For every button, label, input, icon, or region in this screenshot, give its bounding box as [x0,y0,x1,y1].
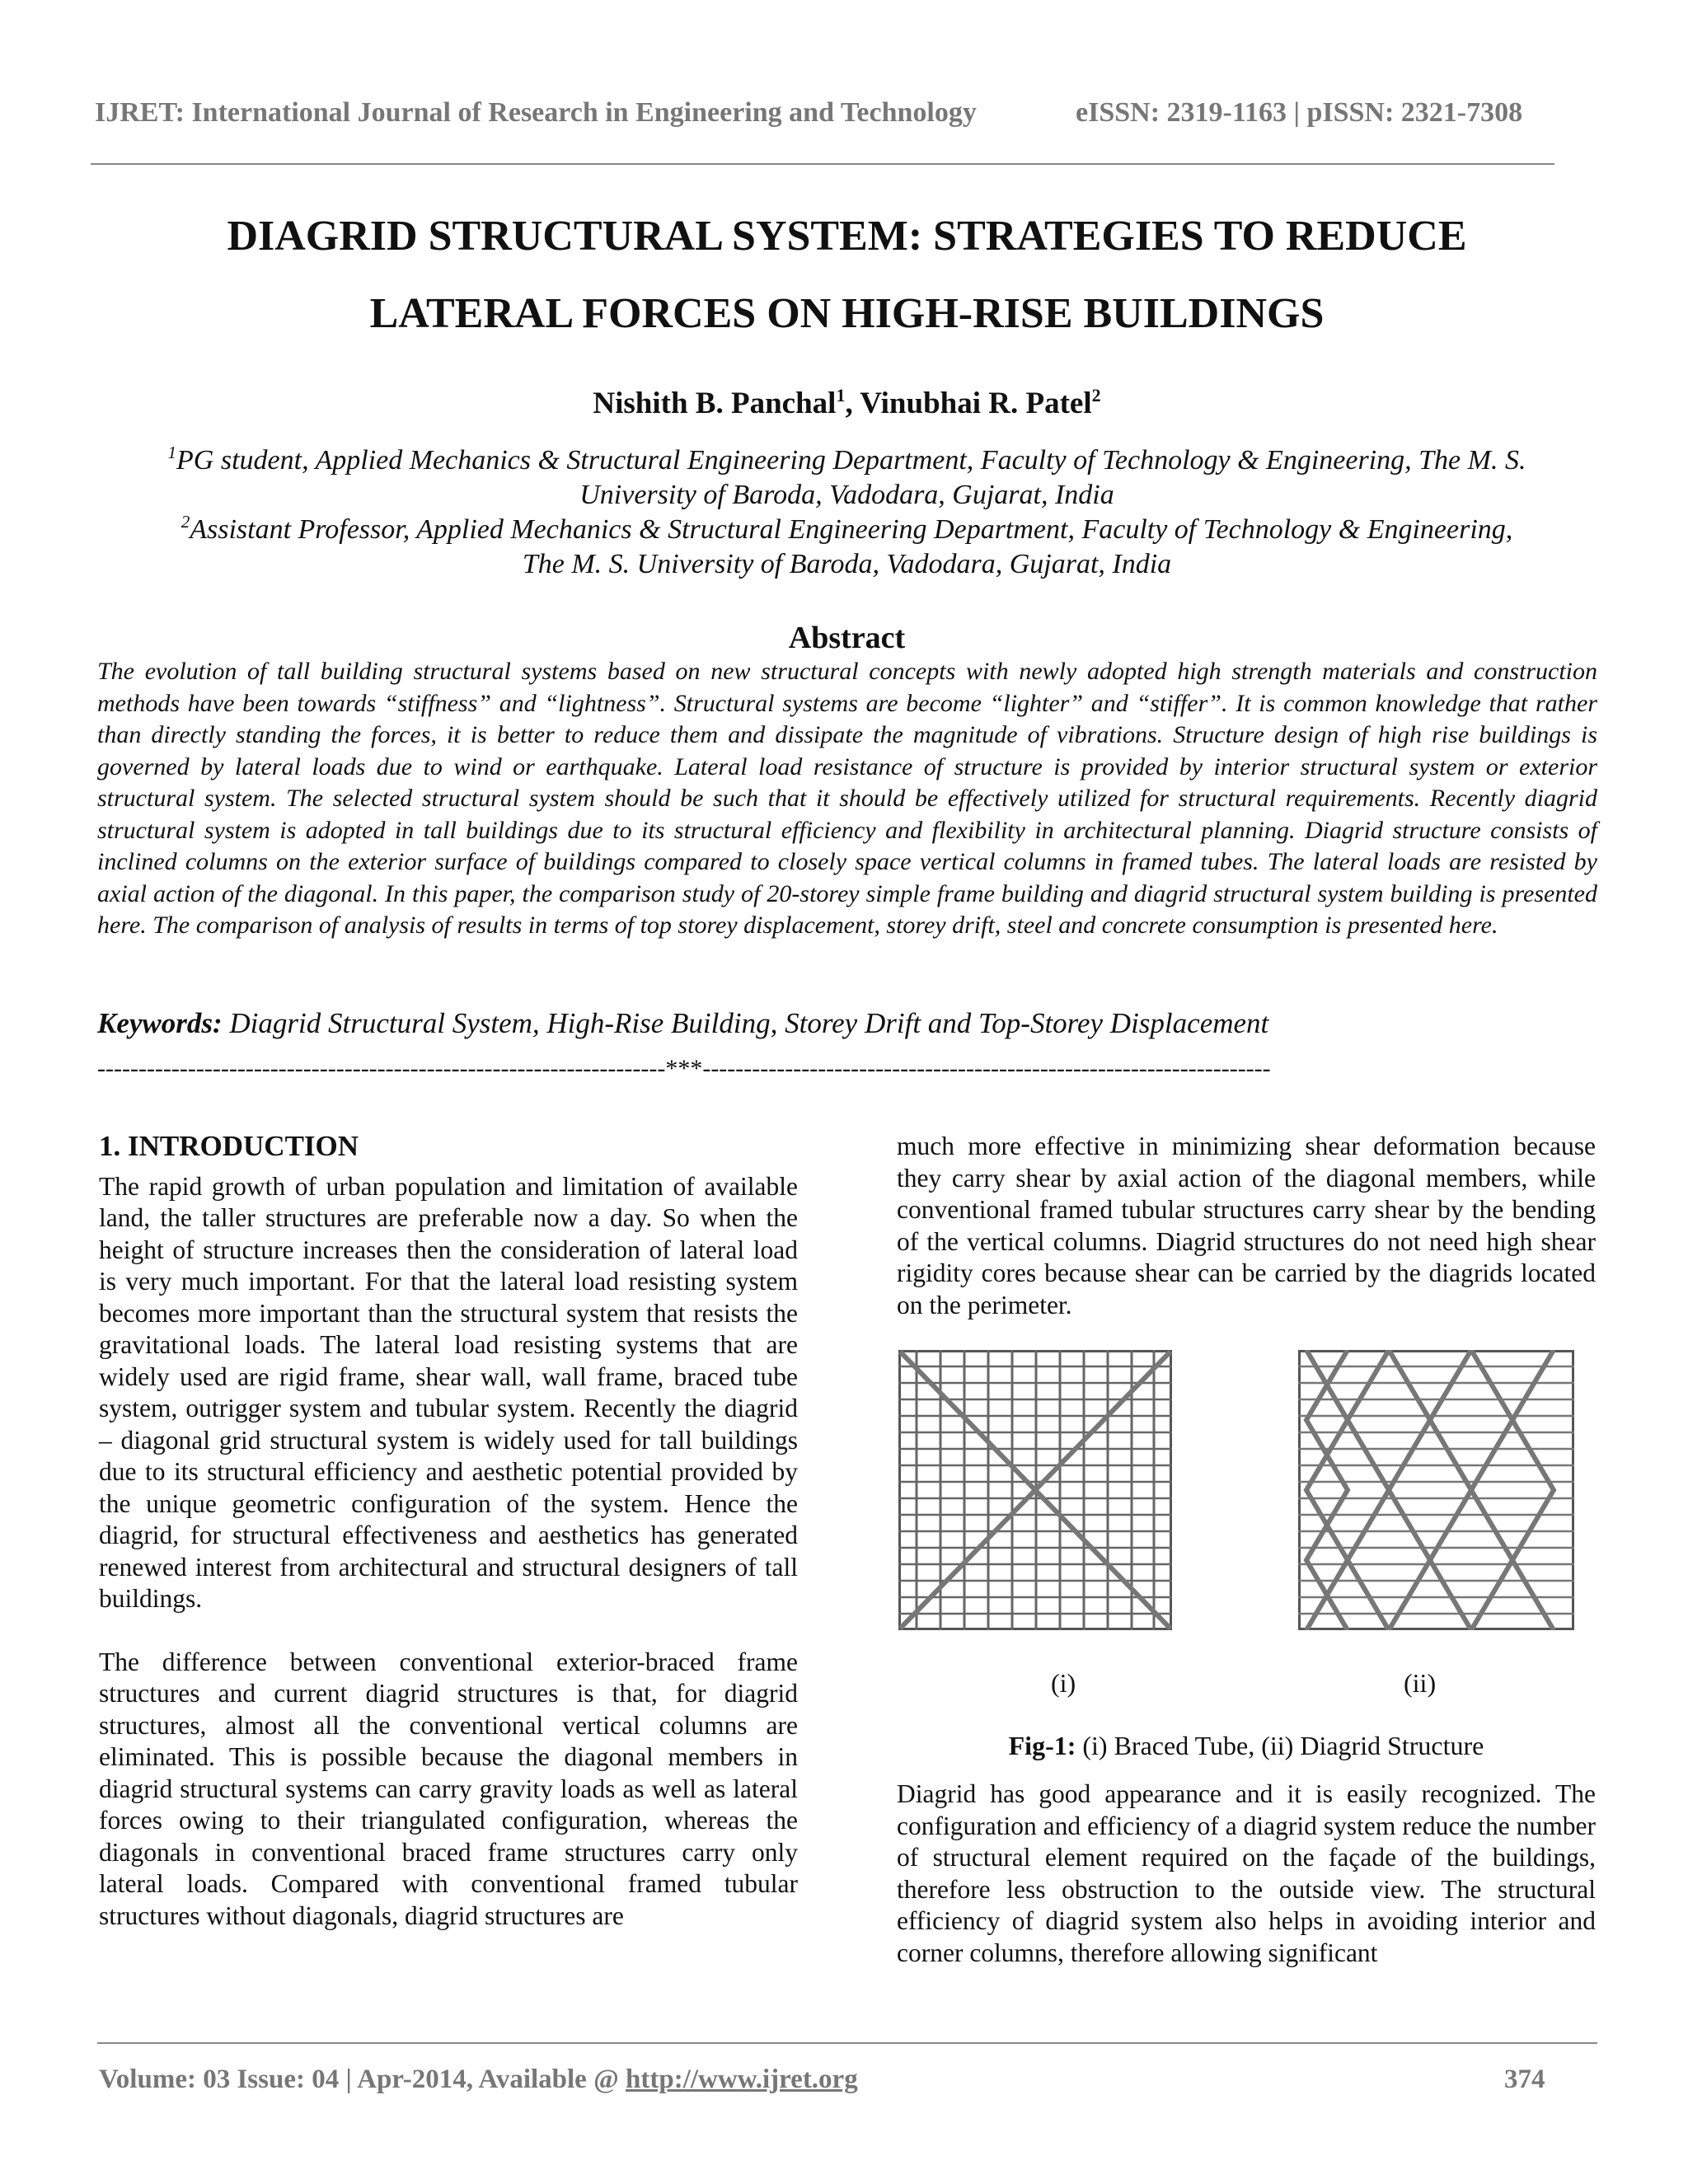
journal-name: IJRET: International Journal of Research in Engineering and Technology [95,97,977,128]
page-number: 374 [1504,2064,1545,2094]
left-column [99,1131,798,1932]
affiliation-2-line-1 [99,513,1595,547]
footer-rule [97,2042,1597,2044]
author-1: Nishith B. Panchal [593,387,837,420]
keywords-label: Keywords: [97,1007,223,1039]
figure-caption [897,1731,1596,1761]
section-heading-introduction: 1. INTRODUCTION [99,1130,359,1162]
intro-paragraph-3: much more effective in minimizing shear deformation because they carry shear by axial action of the diagonal members, while conventional framed tubular structures carry shear by the bending of the vertical columns. Diagrid structures do not need high shear rigidity cores because shear can be carried by the diagrids located on the perimeter. [897,1132,1596,1319]
journal-link[interactable]: http://www.ijret.org [626,2064,858,2094]
affiliation-2-sup: 2 [181,512,190,532]
affiliation-1-text: PG student, Applied Mechanics & Structural Engineering Department, Faculty of Technology & Engineering, The M. S. [176,445,1526,476]
affiliation-2-text: Assistant Professor, Applied Mechanics & Structural Engineering Department, Faculty of Technology & Engineering, [190,514,1513,545]
intro-paragraph-4: Diagrid has good appearance and it is easily recognized. The configuration and efficiency of a diagrid system reduce the number of structural element required on the façade of the buildings, therefore less obstruction to the outside view. The structural efficiency of diagrid system also helps in avoiding interior and corner columns, therefore allowing significant [897,1779,1596,1967]
header-rule [91,163,1554,165]
intro-paragraph-1: The rapid growth of urban population and limitation of available land, the taller structures are preferable now a day. So when the height of structure increases then the consideration of lateral load is very much important. For that the lateral load resisting system becomes more important than the structural system that resists the gravitational loads. The lateral load resisting systems that are widely used are rigid frame, shear wall, wall frame, braced tube system, outrigger system and tubular system. Recently the diagrid – diagonal grid structural system is widely used for tall buildings due to its structural efficiency and aesthetic potential provided by the unique geometric configuration of the system. Hence the diagrid, for structural effectiveness and aesthetics has generated renewed interest from architectural and structural designers of tall buildings. [99,1171,798,1613]
title-line-1: DIAGRID STRUCTURAL SYSTEM: STRATEGIES TO REDUCE [227,213,1467,260]
author-2: Vinubhai R. Patel [860,387,1092,420]
affiliation-1-line-2: University of Baroda, Vadodara, Gujarat, India [579,480,1114,510]
abstract-heading: Abstract [788,621,906,655]
issn: eISSN: 2319-1163 | pISSN: 2321-7308 [1076,97,1523,128]
running-footer [99,2064,1550,2095]
figure-diagrid-structure [1298,1350,1574,1630]
intro-paragraph-2: The difference between conventional exterior-braced frame structures and current diagrid structures is that, for diagrid structures, almost all the conventional vertical columns are eliminated. This is possible because the diagonal members in diagrid structural systems can carry gravity loads as well as lateral forces owing to their triangulated configuration, whereas the diagonals in conventional braced frame structures carry only lateral loads. Compared with conventional framed tubular structures without diagonals, diagrid structures are [99,1647,798,1930]
keywords [97,1007,1597,1040]
figure-label-i: (i) [1051,1668,1076,1698]
title-line-2: LATERAL FORCES ON HIGH-RISE BUILDINGS [369,290,1325,337]
affiliation-1-sup: 1 [167,443,177,462]
figure-braced-tube [898,1350,1172,1630]
affiliation-2-line-2: The M. S. University of Baroda, Vadodara, Gujarat, India [522,549,1172,579]
affiliations [99,443,1595,582]
keywords-text: Diagrid Structural System, High-Rise Building, Storey Drift and Top-Storey Displacement [222,1007,1269,1039]
author-2-sup: 2 [1091,385,1101,405]
authors [99,386,1595,421]
figure-caption-label: Fig-1: [1008,1731,1076,1760]
affiliation-1-line-1 [99,443,1595,478]
footer-volume: Volume: 03 Issue: 04 | Apr-2014, Available @ [99,2064,626,2094]
section-separator: ---------------------------------------------------------------------***--------------------------------------------------------------------- [97,1055,1271,1082]
author-separator: , [845,387,860,420]
figure-caption-text: (i) Braced Tube, (ii) Diagrid Structure [1076,1731,1484,1760]
author-1-sup: 1 [836,385,846,405]
figure-label-ii: (ii) [1404,1668,1437,1698]
abstract-text: The evolution of tall building structural systems based on new structural concepts with newly adopted high strength materials and construction methods have been towards “stiffness” and “lightness”. Structural systems are become “lighter” and “stiffer”. It is common knowledge that rather than directly standing the forces, it is better to reduce them and dissipate the magnitude of vibrations. Structure design of high rise buildings is governed by lateral loads due to wind or earthquake. Lateral load resistance of structure is provided by interior structural system or exterior structural system. The selected structural system should be such that it should be effectively utilized for structural requirements. Recently diagrid structural system is adopted in tall buildings due to its structural efficiency and flexibility in architectural planning. Diagrid structure consists of inclined columns on the exterior surface of buildings compared to closely space vertical columns in framed tubes. The lateral loads are resisted by axial action of the diagonal. In this paper, the comparison study of 20-storey simple frame building and diagrid structural system building is presented here. The comparison of analysis of results in terms of top storey displacement, storey drift, steel and concrete consumption is presented here. [97,658,1597,939]
paper-title [99,198,1595,353]
